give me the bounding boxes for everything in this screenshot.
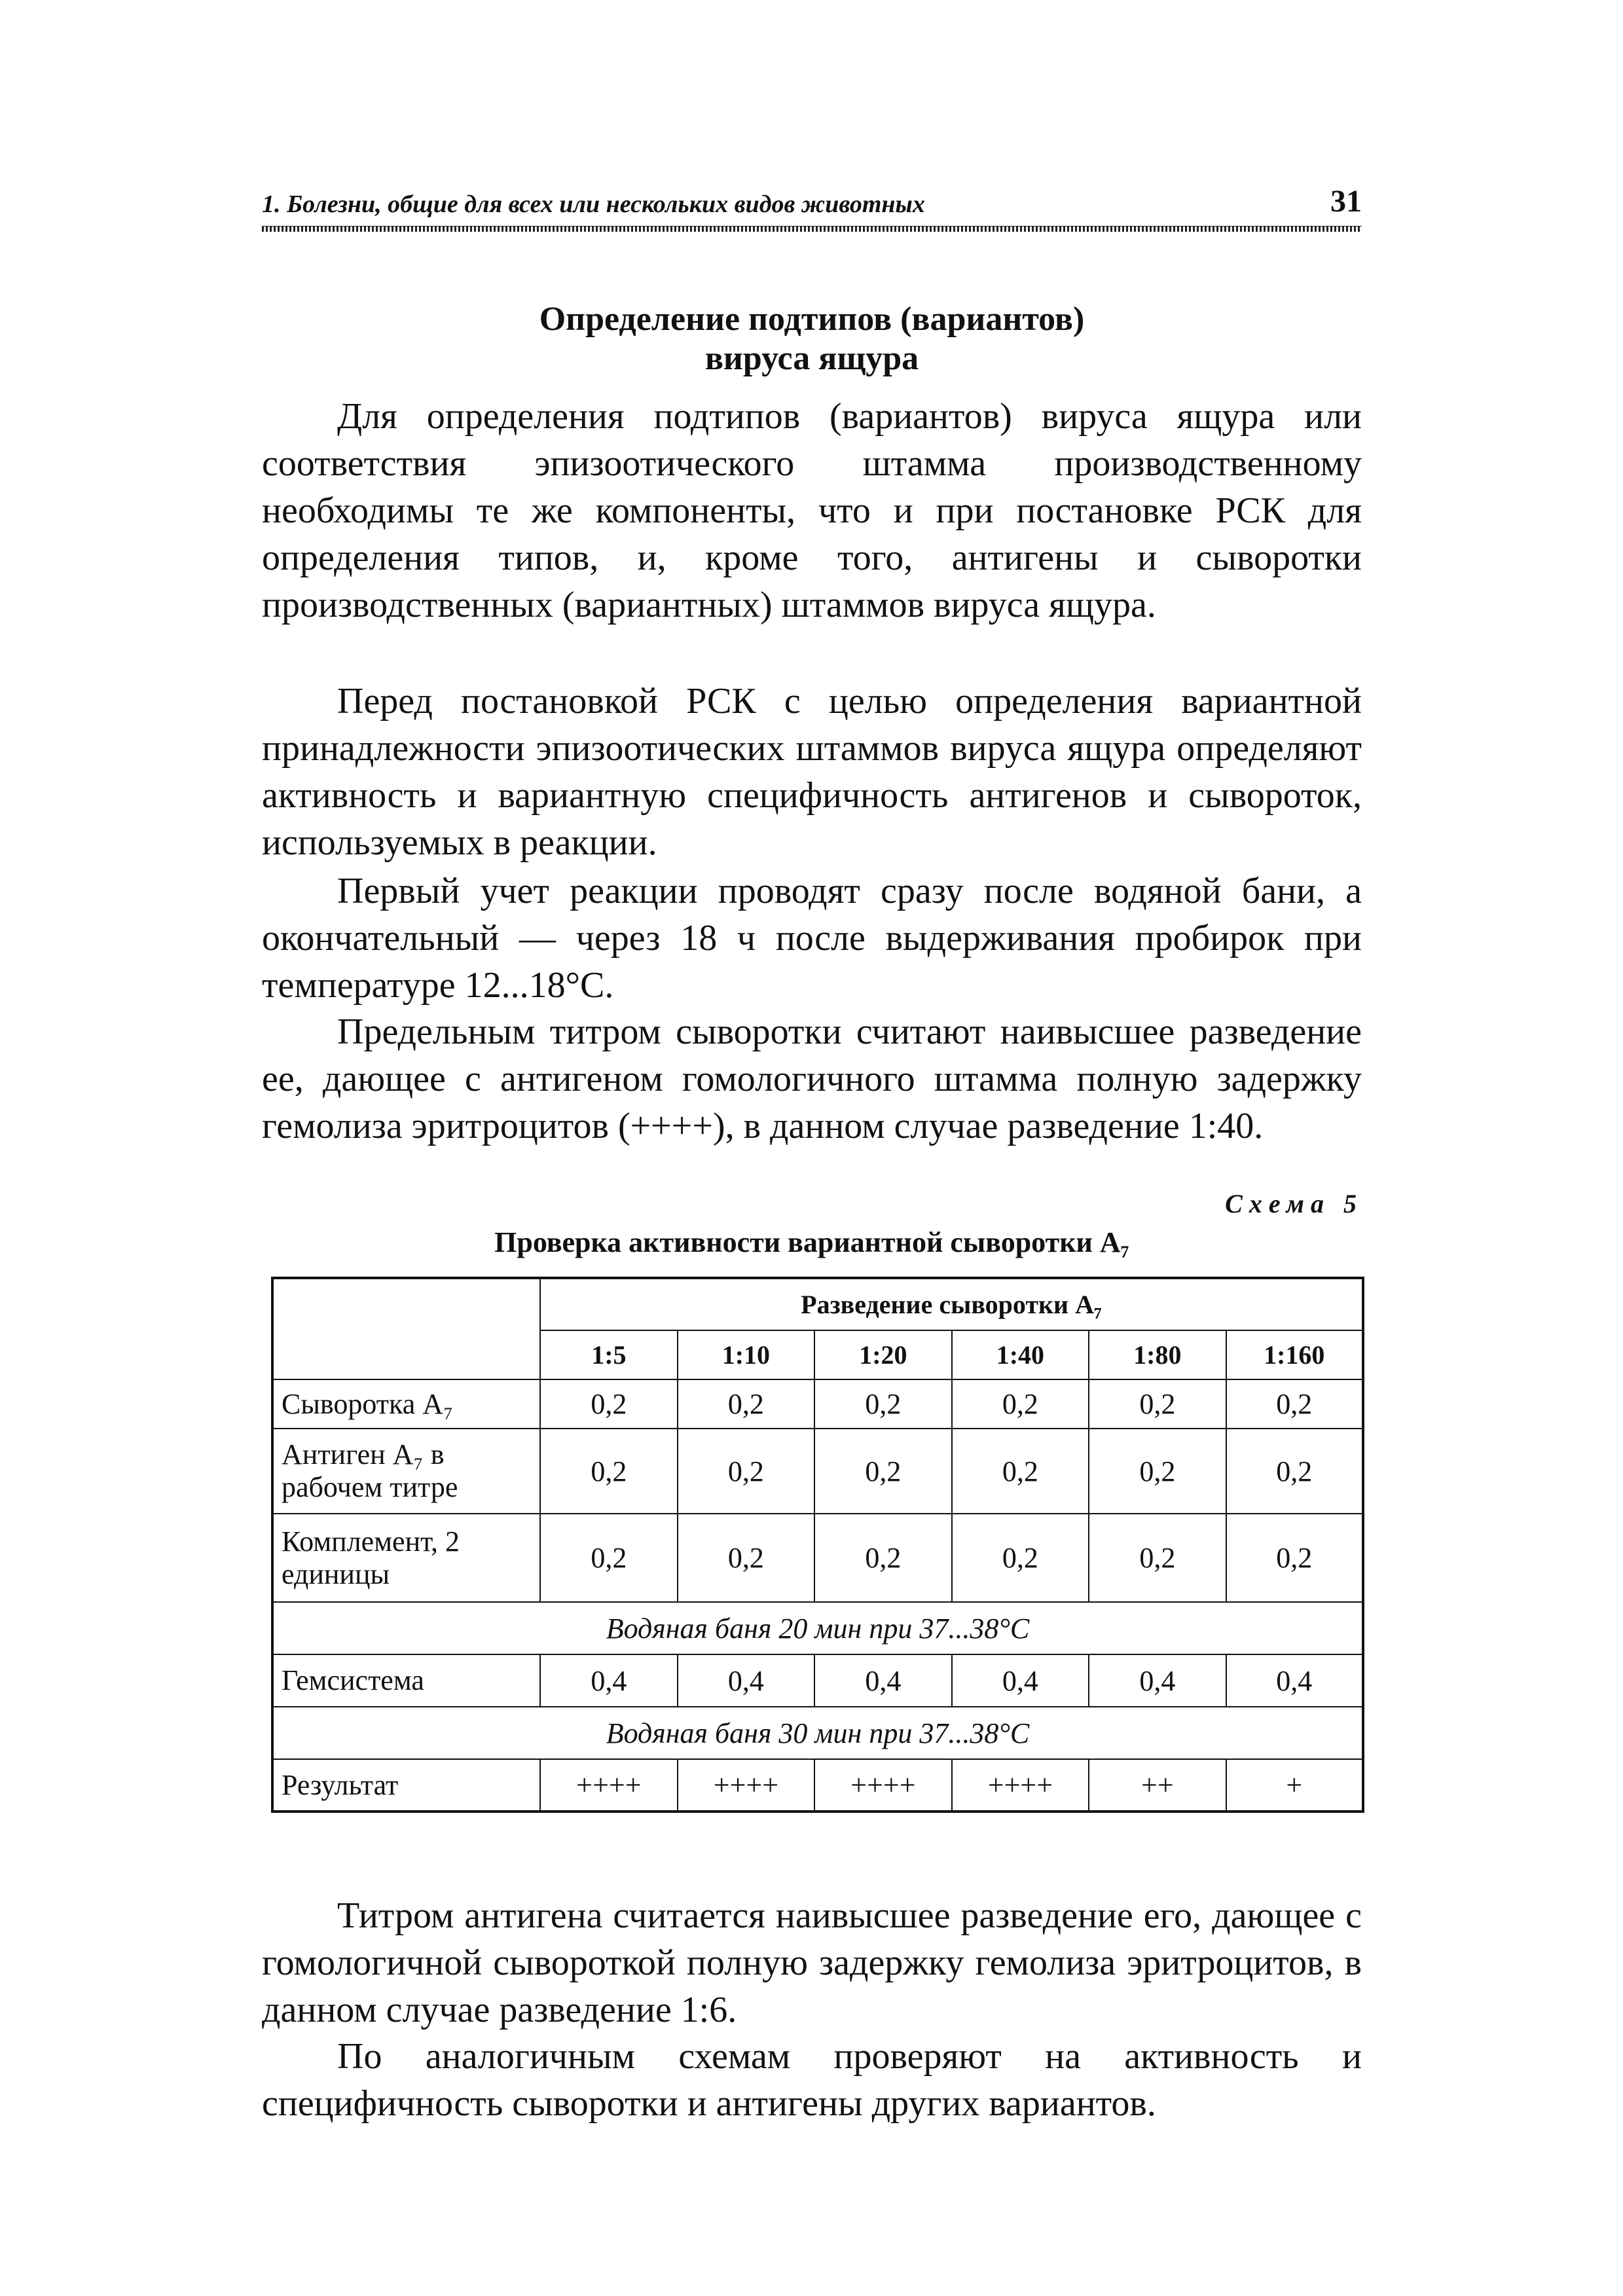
running-head	[262, 184, 1362, 242]
table-row	[272, 1654, 1363, 1707]
paragraph-2: Перед постановкой РСК с целью определения вариантной принадлежности эпизоотических штаммов вируса ящура определяют активность и вариантную специфичность антигенов и сывороток, используемых в реакции.	[262, 681, 1362, 863]
row-label: Результат	[272, 1759, 540, 1812]
dilution-header: 1:10	[678, 1330, 815, 1379]
table-cell: 0,2	[1089, 1379, 1226, 1429]
dilution-group-header: Разведение сыворотки А₇	[540, 1278, 1363, 1330]
row-label: Сыворотка А₇	[272, 1379, 540, 1429]
dilution-header: 1:80	[1089, 1330, 1226, 1379]
paragraph-5: Титром антигена считается наивысшее разведение его, дающее с гомологичной сывороткой полную задержку гемолиза эритроцитов, в данном случае разведение 1:6.	[262, 1895, 1362, 2030]
table-cell: 0,2	[540, 1429, 678, 1514]
row-label: Гемсистема	[272, 1654, 540, 1707]
dilution-header: 1:160	[1226, 1330, 1364, 1379]
scheme-label: Схема 5	[1225, 1189, 1363, 1218]
table-cell: +	[1226, 1759, 1364, 1812]
table-cell: ++++	[952, 1759, 1089, 1812]
table-cell: 0,4	[1226, 1654, 1364, 1707]
table-row	[272, 1707, 1363, 1759]
table-row	[272, 1602, 1363, 1654]
paragraph-1: Для определения подтипов (вариантов) вируса ящура или соответствия эпизоотического штамма производственному необходимы те же компоненты, что и при постановке РСК для определения типов, и, кроме того, антигены и сыворотки производственных (вариантных) штаммов вируса ящура.	[262, 396, 1362, 625]
table-title: Проверка активности вариантной сыворотки А₇	[494, 1226, 1129, 1258]
table-cell: 0,2	[1089, 1514, 1226, 1602]
table-cell: 0,4	[678, 1654, 815, 1707]
table-cell: 0,2	[540, 1514, 678, 1602]
table-row	[272, 1429, 1363, 1514]
table-cell: 0,2	[540, 1379, 678, 1429]
table-cell: 0,2	[678, 1514, 815, 1602]
table-row	[272, 1379, 1363, 1429]
table-cell: 0,2	[952, 1429, 1089, 1514]
water-bath-note-2: Водяная баня 30 мин при 37...38°С	[272, 1707, 1363, 1759]
table-cell: 0,2	[1089, 1429, 1226, 1514]
table-cell: ++++	[540, 1759, 678, 1812]
running-head-title: 1. Болезни, общие для всех или нескольких видов животных	[262, 191, 925, 218]
table-cell: 0,2	[952, 1514, 1089, 1602]
table-corner-cell	[272, 1278, 540, 1379]
table-cell: 0,4	[1089, 1654, 1226, 1707]
table-cell: 0,2	[1226, 1379, 1364, 1429]
table-cell: 0,4	[814, 1654, 952, 1707]
row-label: Комплемент, 2 единицы	[272, 1514, 540, 1602]
table-cell: 0,2	[1226, 1429, 1364, 1514]
table-cell: ++	[1089, 1759, 1226, 1812]
section-heading-line-2: вируса ящура	[704, 340, 919, 377]
table-row	[272, 1759, 1363, 1812]
table-cell: ++++	[814, 1759, 952, 1812]
table-cell: 0,2	[814, 1379, 952, 1429]
paragraph-4: Предельным титром сыворотки считают наивысшее разведение ее, дающее с антигеном гомологичного штамма полную задержку гемолиза эритроцитов (++++), в данном случае разведение 1:40.	[262, 1011, 1362, 1146]
table-cell: 0,2	[678, 1379, 815, 1429]
table-cell: 0,2	[814, 1429, 952, 1514]
page-number: 31	[1330, 184, 1362, 219]
table-cell: 0,2	[678, 1429, 815, 1514]
table-cell: ++++	[678, 1759, 815, 1812]
running-head-rule	[262, 226, 1362, 232]
water-bath-note-1: Водяная баня 20 мин при 37...38°С	[272, 1602, 1363, 1654]
table-cell: 0,4	[952, 1654, 1089, 1707]
paragraph-3: Первый учет реакции проводят сразу после водяной бани, а окончательный — через 18 ч после выдерживания пробирок при температуре 12...18°С.	[262, 871, 1362, 1006]
dilution-header: 1:20	[814, 1330, 952, 1379]
section-heading-line-1: Определение подтипов (вариантов)	[539, 301, 1085, 338]
table-row	[272, 1514, 1363, 1602]
paragraph-6: По аналогичным схемам проверяют на активность и специфичность сыворотки и антигены других вариантов.	[262, 2036, 1362, 2124]
results-table	[271, 1277, 1364, 1813]
table-cell: 0,2	[814, 1514, 952, 1602]
table-cell: 0,4	[540, 1654, 678, 1707]
dilution-header: 1:5	[540, 1330, 678, 1379]
dilution-header: 1:40	[952, 1330, 1089, 1379]
table-cell: 0,2	[1226, 1514, 1364, 1602]
table-cell: 0,2	[952, 1379, 1089, 1429]
row-label: Антиген А₇ в рабочем титре	[272, 1429, 540, 1514]
